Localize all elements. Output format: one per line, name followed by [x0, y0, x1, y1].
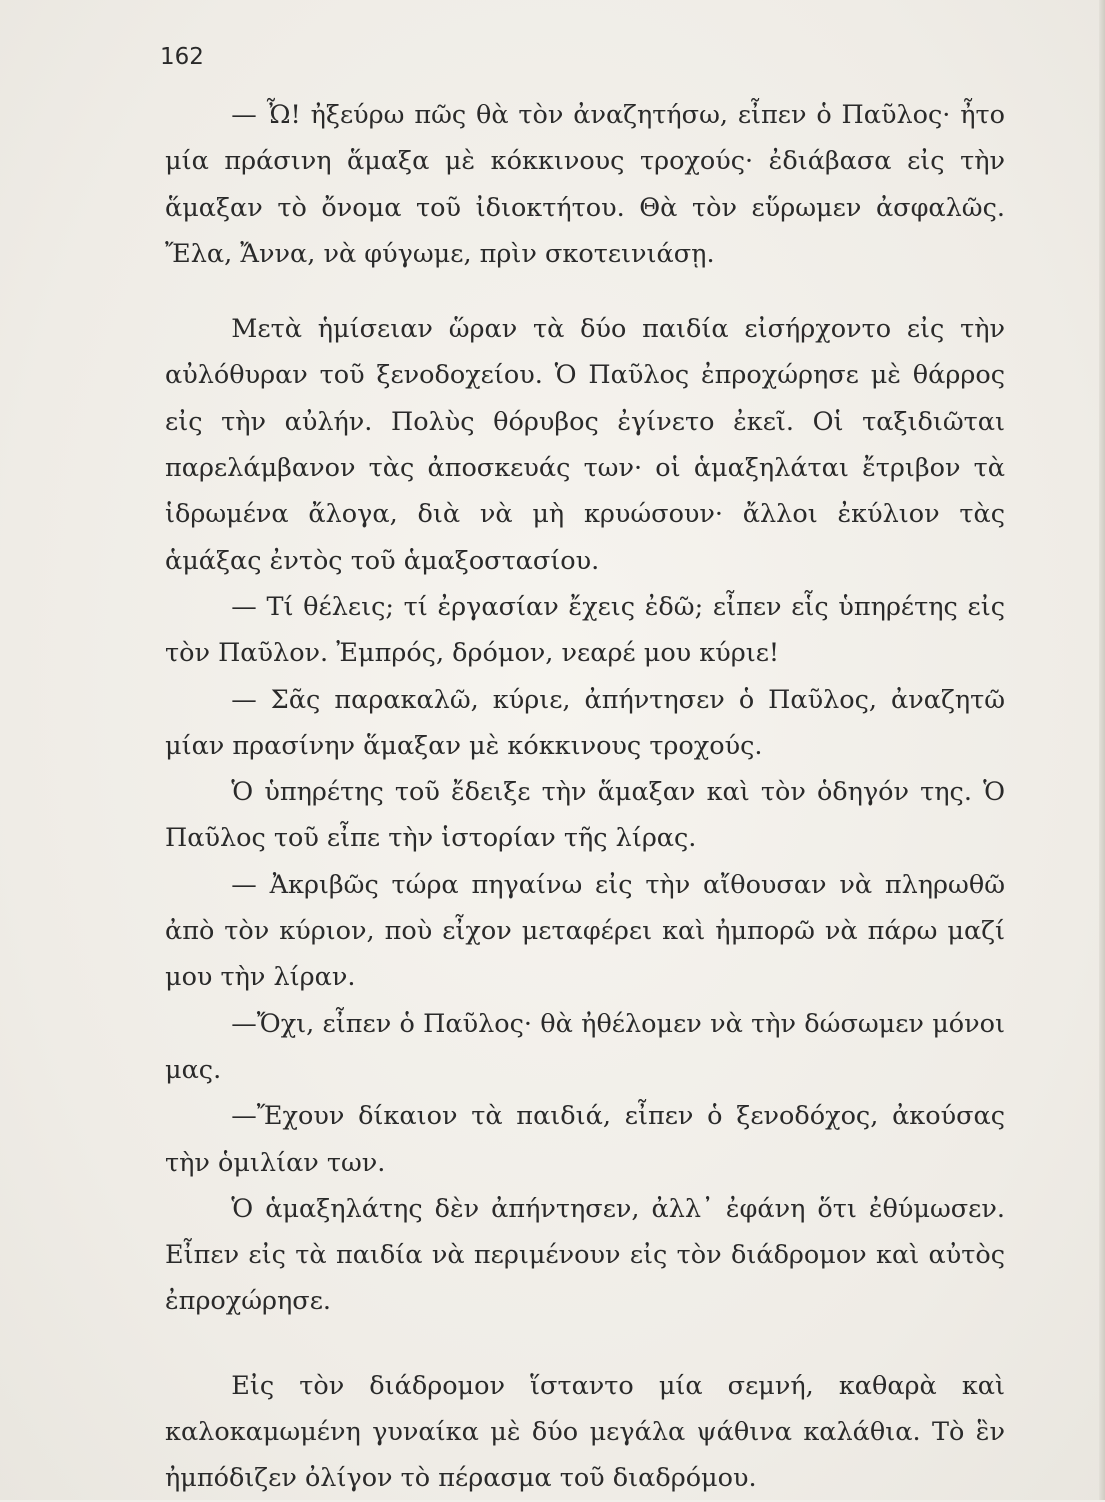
paragraph: — Ἀκριβῶς τώρα πηγαίνω εἰς τὴν αἴθουσαν νὰ πληρωθῶ ἀπὸ τὸν κύριον, ποὺ εἶχον μεταφέρει καὶ ἠμπορῶ νὰ πάρω μαζί μου τὴν λίραν. — [165, 869, 1005, 993]
paragraph: Εἰς τὸν διάδρομον ἵσταντο μία σεμνή, καθαρὰ καὶ καλοκαμωμένη γυναίκα μὲ δύο μεγάλα ψάθινα καλάθια. Τὸ ἓν ἠμπόδιζεν ὀλίγον τὸ πέρασμα τοῦ διαδρόμου. — [165, 1370, 1005, 1494]
paragraph: —Ὄχι, εἶπεν ὁ Παῦλος· θὰ ἠθέλομεν νὰ τὴν δώσωμεν μόνοι μας. — [165, 1008, 1005, 1085]
paragraph: — Σᾶς παρακαλῶ, κύριε, ἀπήντησεν ὁ Παῦλος, ἀναζητῶ μίαν πρασίνην ἅμαξαν μὲ κόκκινους τροχούς. — [165, 684, 1005, 761]
paragraph: — Τί θέλεις; τί ἐργασίαν ἔχεις ἐδῶ; εἶπεν εἷς ὑπηρέτης εἰς τὸν Παῦλον. Ἐμπρός, δρόμον, νεαρέ μου κύριε! — [165, 591, 1005, 669]
paragraph: Μετὰ ἡμίσειαν ὥραν τὰ δύο παιδία εἰσήρχοντο εἰς τὴν αὐλόθυραν τοῦ ξενοδοχείου. Ὁ Παῦλος ἐπροχώρησε μὲ θάρρος εἰς τὴν αὐλήν. Πολὺς θόρυβος ἐγίνετο ἐκεῖ. Οἱ ταξιδιῶται παρελάμβανον τὰς ἀποσκευάς των· οἱ ἁμαξηλάται ἔτριβον τὰ ἱδρωμένα ἄλογα, διὰ νὰ μὴ κρυώσουν· ἄλλοι ἐκύλιον τὰς ἁμάξας ἐντὸς τοῦ ἁμαξοστασίου. — [165, 314, 1005, 576]
page-number: 162 — [160, 44, 204, 70]
paragraph: —Ἔχουν δίκαιον τὰ παιδιά, εἶπεν ὁ ξενοδόχος, ἀκούσας τὴν ὁμιλίαν των. — [165, 1101, 1005, 1178]
paragraph: — Ὦ! ἠξεύρω πῶς θὰ τὸν ἀναζητήσω, εἶπεν ὁ Παῦλος· ἦτο μία πράσινη ἅμαξα μὲ κόκκινους τροχούς· ἐδιάβασα εἰς τὴν ἅμαξαν τὸ ὄνομα τοῦ ἰδιοκτήτου. Θὰ τὸν εὕρωμεν ἀσφαλῶς. Ἔλα, Ἄννα, νὰ φύγωμε, πρὶν σκοτεινιάσῃ. — [165, 100, 1005, 269]
page-edge — [1099, 0, 1105, 1500]
body-text — [165, 92, 1005, 1502]
paragraph: Ὁ ὑπηρέτης τοῦ ἔδειξε τὴν ἅμαξαν καὶ τὸν ὁδηγόν της. Ὁ Παῦλος τοῦ εἶπε τὴν ἱστορίαν τῆς λίρας. — [165, 777, 1005, 854]
paragraph: Ὁ ἁμαξηλάτης δὲν ἀπήντησεν, ἀλλ᾽ ἐφάνη ὅτι ἐθύμωσεν. Εἶπεν εἰς τὰ παιδία νὰ περιμένουν εἰς τὸν διάδρομον καὶ αὐτὸς ἐπροχώρησε. — [165, 1193, 1005, 1317]
